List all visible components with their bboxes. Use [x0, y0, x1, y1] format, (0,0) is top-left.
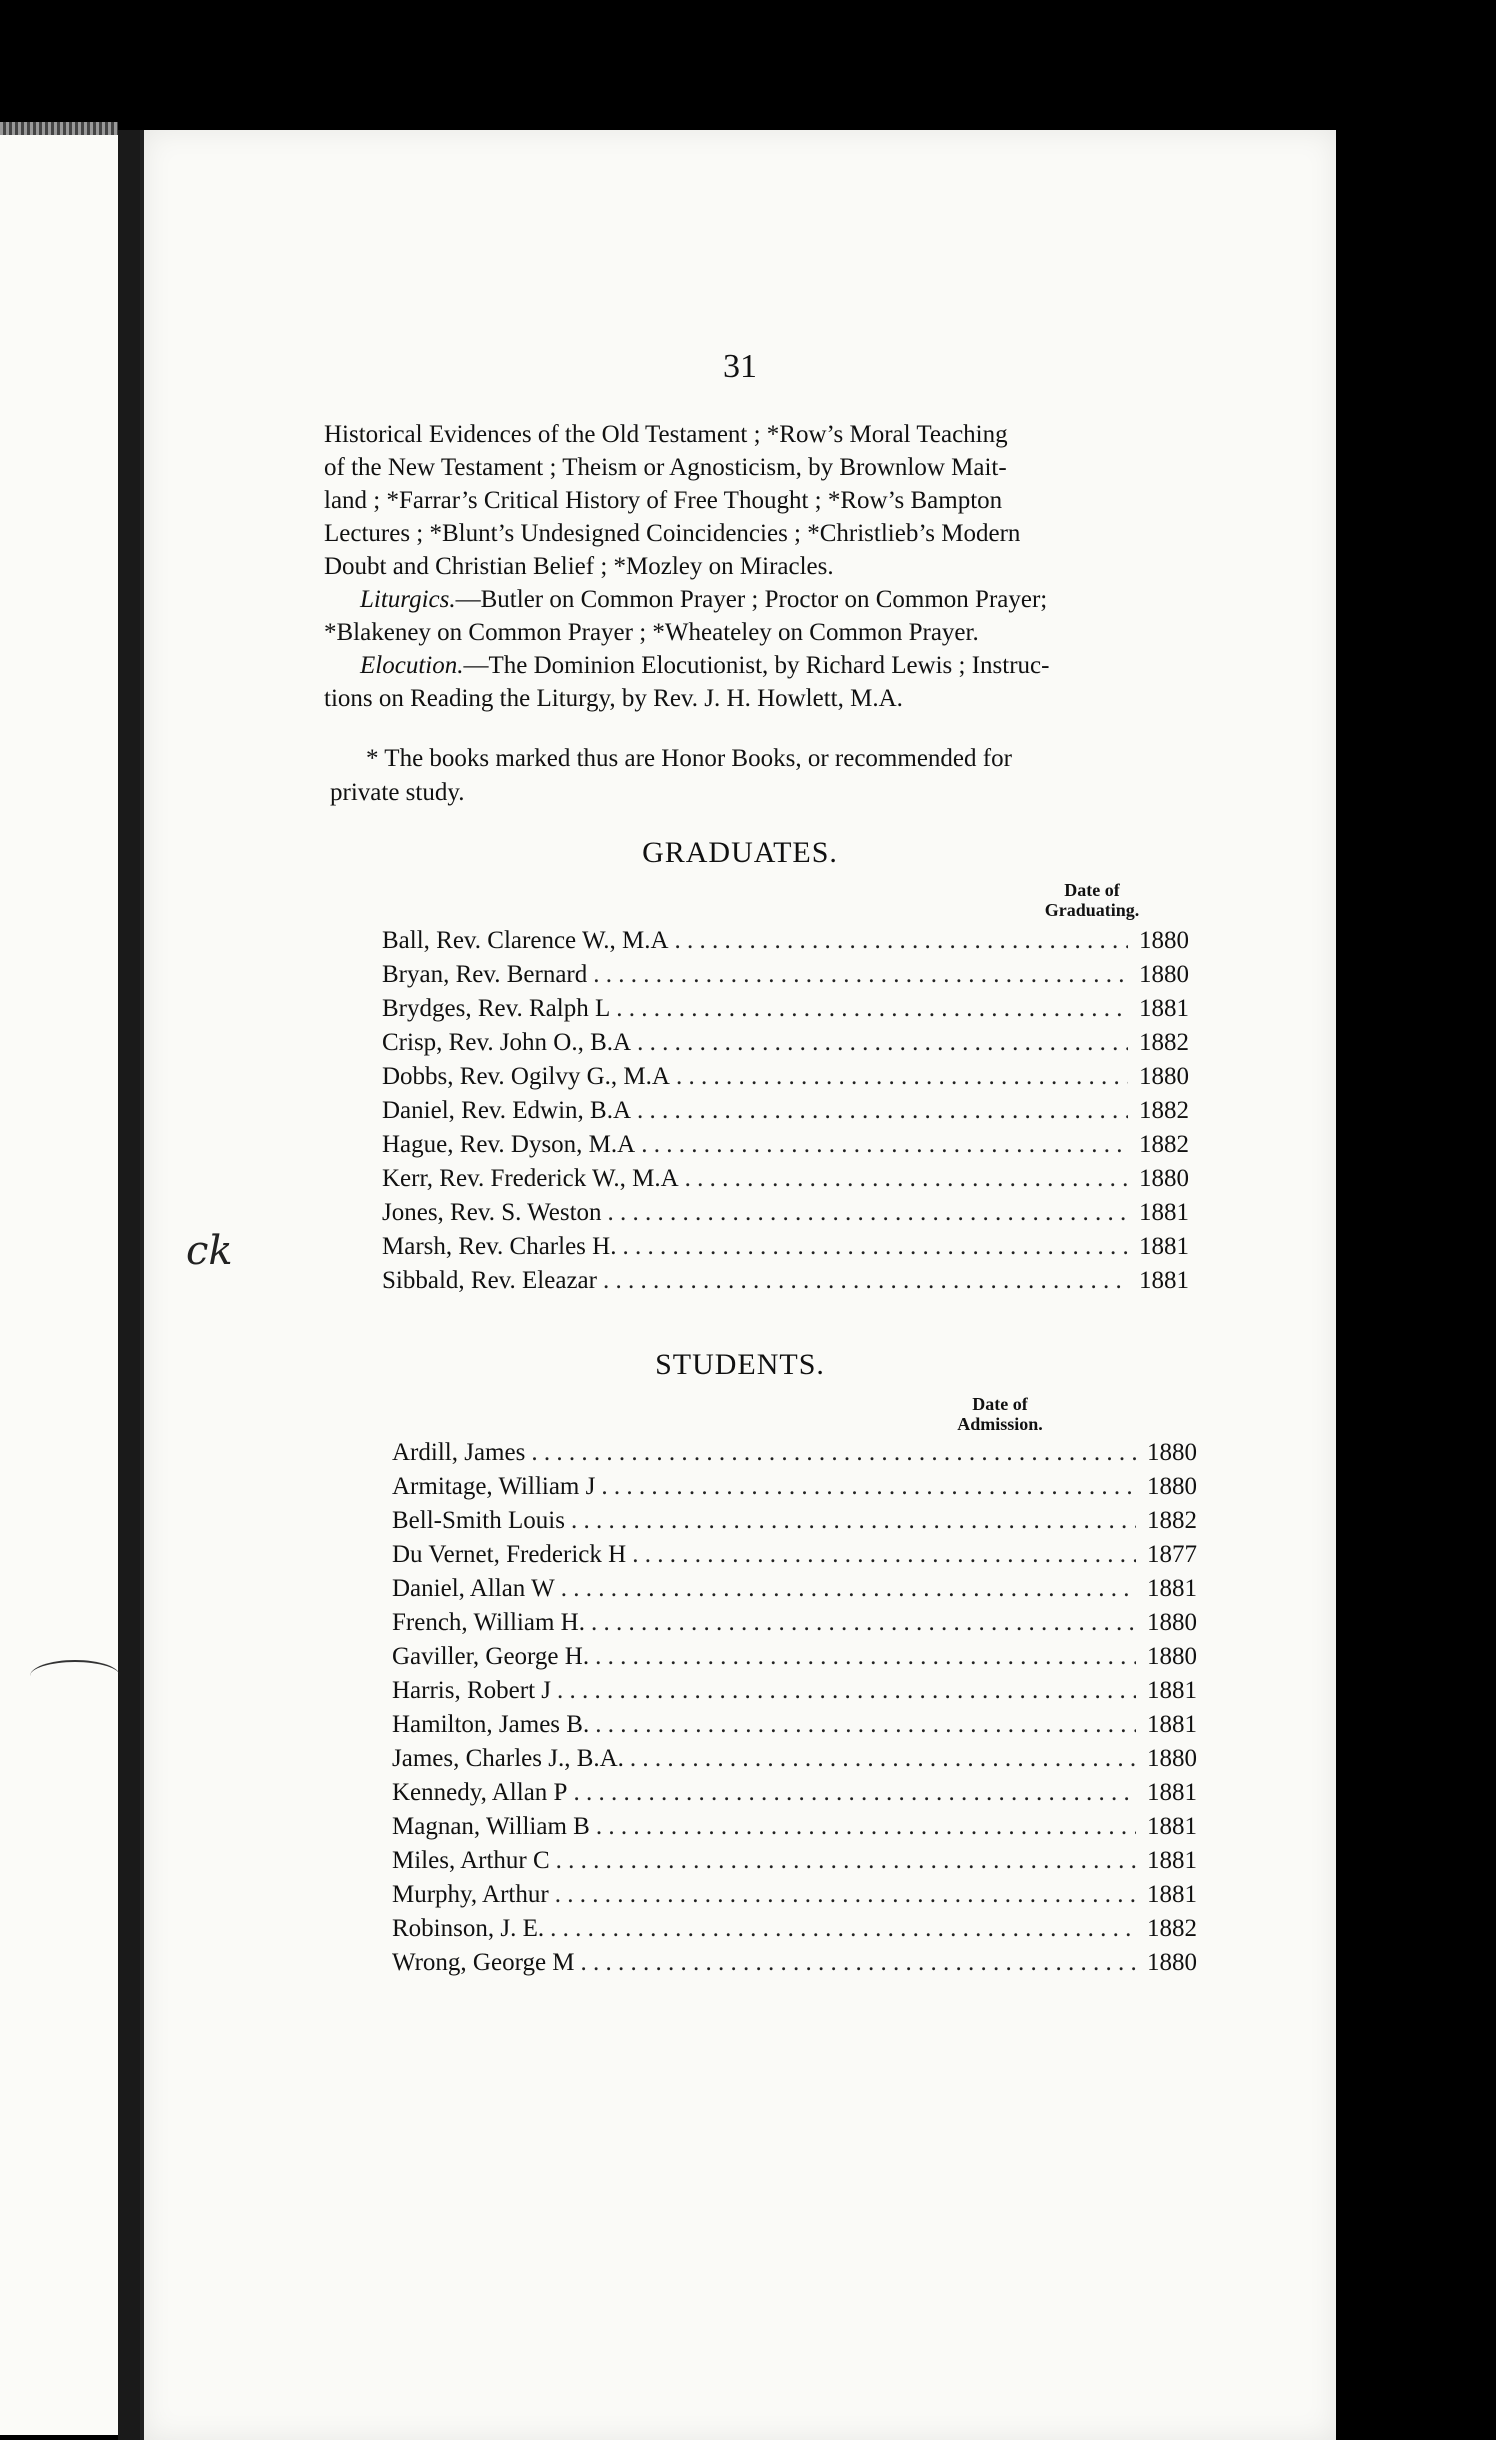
dot-leader	[637, 1094, 1128, 1128]
list-item	[382, 1196, 1194, 1230]
year: 1882	[1147, 1915, 1197, 1942]
person-name: Hamilton, James B.	[392, 1711, 590, 1738]
list-item	[392, 1708, 1202, 1742]
year: 1881	[1147, 1847, 1197, 1874]
dot-leader	[571, 1504, 1136, 1538]
year: 1880	[1139, 1165, 1189, 1192]
students-column-heading	[940, 1394, 1060, 1434]
pencil-mark-icon	[30, 1660, 120, 1692]
dot-leader	[603, 1264, 1128, 1298]
person-name: Ball, Rev. Clarence W., M.A	[382, 927, 669, 954]
list-item	[392, 1606, 1202, 1640]
list-item	[392, 1504, 1202, 1538]
list-item	[382, 958, 1194, 992]
dot-leader	[595, 1640, 1136, 1674]
list-item	[392, 1572, 1202, 1606]
students-heading: STUDENTS.	[655, 1348, 825, 1381]
graduates-heading: GRADUATES.	[642, 836, 838, 869]
dot-leader	[581, 1946, 1136, 1980]
dot-leader	[601, 1470, 1136, 1504]
elocution-line-2: tions on Reading the Liturgy, by Rev. J. H. Howlett, M.A.	[324, 685, 903, 712]
year: 1881	[1147, 1813, 1197, 1840]
year: 1877	[1147, 1541, 1197, 1568]
dot-leader	[595, 1708, 1136, 1742]
person-name: Daniel, Allan W	[392, 1575, 555, 1602]
list-item	[392, 1844, 1202, 1878]
dot-leader	[550, 1912, 1136, 1946]
person-name: Sibbald, Rev. Eleazar	[382, 1267, 597, 1294]
facing-page-edge	[0, 122, 118, 136]
person-name: Murphy, Arthur	[392, 1881, 549, 1908]
dot-leader	[630, 1742, 1136, 1776]
year: 1881	[1139, 1199, 1189, 1226]
dot-leader	[596, 1810, 1136, 1844]
person-name: Dobbs, Rev. Ogilvy G., M.A	[382, 1063, 670, 1090]
person-name: Kerr, Rev. Frederick W., M.A	[382, 1165, 679, 1192]
person-name: Kennedy, Allan P	[392, 1779, 568, 1806]
year: 1881	[1139, 1233, 1189, 1260]
list-item	[392, 1946, 1202, 1980]
page-number: 31	[723, 348, 757, 385]
document-page	[140, 130, 1336, 2440]
person-name: Daniel, Rev. Edwin, B.A	[382, 1097, 632, 1124]
list-item	[382, 1128, 1194, 1162]
list-item	[392, 1640, 1202, 1674]
person-name: French, William H.	[392, 1609, 585, 1636]
person-name: Du Vernet, Frederick H	[392, 1541, 627, 1568]
list-item	[392, 1436, 1202, 1470]
list-item	[392, 1470, 1202, 1504]
list-item	[392, 1742, 1202, 1776]
list-item	[382, 992, 1194, 1026]
year: 1880	[1147, 1643, 1197, 1670]
list-item	[382, 1162, 1194, 1196]
students-list	[392, 1436, 1202, 1980]
list-item	[392, 1878, 1202, 1912]
person-name: Brydges, Rev. Ralph L	[382, 995, 611, 1022]
list-item	[382, 1230, 1194, 1264]
column-heading-line: Admission.	[957, 1414, 1043, 1434]
dot-leader	[561, 1572, 1136, 1606]
elocution-line	[324, 649, 1244, 682]
year: 1881	[1139, 1267, 1189, 1294]
elocution-text: —The Dominion Elocutionist, by Richard Lewis ; Instruc-	[463, 652, 1050, 679]
graduates-column-heading	[1032, 880, 1152, 920]
dot-leader	[641, 1128, 1128, 1162]
column-heading-line: Date of	[972, 1394, 1028, 1414]
year: 1881	[1147, 1575, 1197, 1602]
person-name: Marsh, Rev. Charles H.	[382, 1233, 617, 1260]
dot-leader	[591, 1606, 1136, 1640]
person-name: Miles, Arthur C	[392, 1847, 550, 1874]
column-heading-line: Date of	[1064, 880, 1120, 900]
dot-leader	[675, 924, 1128, 958]
year: 1880	[1139, 1063, 1189, 1090]
book-gutter	[118, 130, 140, 2440]
person-name: Magnan, William B	[392, 1813, 590, 1840]
dot-leader	[676, 1060, 1128, 1094]
note-line: * The books marked thus are Honor Books, or recommended for	[366, 745, 1012, 772]
year: 1880	[1147, 1949, 1197, 1976]
dot-leader	[632, 1538, 1136, 1572]
year: 1882	[1139, 1029, 1189, 1056]
year: 1881	[1147, 1711, 1197, 1738]
person-name: James, Charles J., B.A.	[392, 1745, 624, 1772]
dot-leader	[685, 1162, 1128, 1196]
year: 1882	[1139, 1131, 1189, 1158]
year: 1880	[1147, 1473, 1197, 1500]
dot-leader	[637, 1026, 1128, 1060]
year: 1880	[1147, 1439, 1197, 1466]
year: 1881	[1147, 1881, 1197, 1908]
person-name: Wrong, George M	[392, 1949, 575, 1976]
dot-leader	[593, 958, 1128, 992]
person-name: Robinson, J. E.	[392, 1915, 545, 1942]
honor-books-note	[330, 742, 1250, 810]
person-name: Crisp, Rev. John O., B.A	[382, 1029, 632, 1056]
graduates-list	[382, 924, 1194, 1298]
year: 1880	[1139, 927, 1189, 954]
person-name: Hague, Rev. Dyson, M.A	[382, 1131, 636, 1158]
person-name: Gaviller, George H.	[392, 1643, 590, 1670]
list-item	[382, 1026, 1194, 1060]
list-item	[382, 1264, 1194, 1298]
elocution-label: Elocution.	[360, 652, 464, 679]
year: 1881	[1147, 1677, 1197, 1704]
handwritten-margin-note: ck	[186, 1228, 233, 1274]
list-item	[382, 924, 1194, 958]
liturgics-label: Liturgics.	[360, 586, 456, 613]
paragraph-line: Lectures ; *Blunt’s Undesigned Coincidencies ; *Christlieb’s Modern	[324, 520, 1021, 547]
reading-list-paragraph	[324, 418, 1244, 715]
year: 1881	[1139, 995, 1189, 1022]
liturgics-text: —Butler on Common Prayer ; Proctor on Common Prayer;	[455, 586, 1048, 613]
dot-leader	[573, 1776, 1136, 1810]
dot-leader	[608, 1196, 1128, 1230]
person-name: Armitage, William J	[392, 1473, 596, 1500]
facing-page	[0, 135, 121, 2435]
year: 1880	[1147, 1745, 1197, 1772]
paragraph-line: Historical Evidences of the Old Testament ; *Row’s Moral Teaching	[324, 421, 1008, 448]
list-item	[392, 1538, 1202, 1572]
note-line: private study.	[330, 779, 465, 806]
dot-leader	[555, 1878, 1136, 1912]
list-item	[392, 1674, 1202, 1708]
paragraph-line: Doubt and Christian Belief ; *Mozley on Miracles.	[324, 553, 834, 580]
column-heading-line: Graduating.	[1044, 900, 1140, 920]
list-item	[392, 1912, 1202, 1946]
paragraph-line: land ; *Farrar’s Critical History of Free Thought ; *Row’s Bampton	[324, 487, 1003, 514]
list-item	[392, 1776, 1202, 1810]
liturgics-line	[324, 583, 1244, 616]
year: 1882	[1147, 1507, 1197, 1534]
dot-leader	[622, 1230, 1128, 1264]
person-name: Bryan, Rev. Bernard	[382, 961, 588, 988]
person-name: Ardill, James	[392, 1439, 526, 1466]
year: 1881	[1147, 1779, 1197, 1806]
liturgics-line-2: *Blakeney on Common Prayer ; *Wheateley on Common Prayer.	[324, 619, 979, 646]
dot-leader	[557, 1674, 1136, 1708]
paragraph-line: of the New Testament ; Theism or Agnosticism, by Brownlow Mait-	[324, 454, 1007, 481]
dot-leader	[616, 992, 1128, 1026]
list-item	[392, 1810, 1202, 1844]
dot-leader	[531, 1436, 1136, 1470]
year: 1880	[1147, 1609, 1197, 1636]
year: 1880	[1139, 961, 1189, 988]
list-item	[382, 1094, 1194, 1128]
person-name: Bell-Smith Louis	[392, 1507, 565, 1534]
dot-leader	[556, 1844, 1136, 1878]
year: 1882	[1139, 1097, 1189, 1124]
person-name: Jones, Rev. S. Weston	[382, 1199, 602, 1226]
list-item	[382, 1060, 1194, 1094]
person-name: Harris, Robert J	[392, 1677, 551, 1704]
